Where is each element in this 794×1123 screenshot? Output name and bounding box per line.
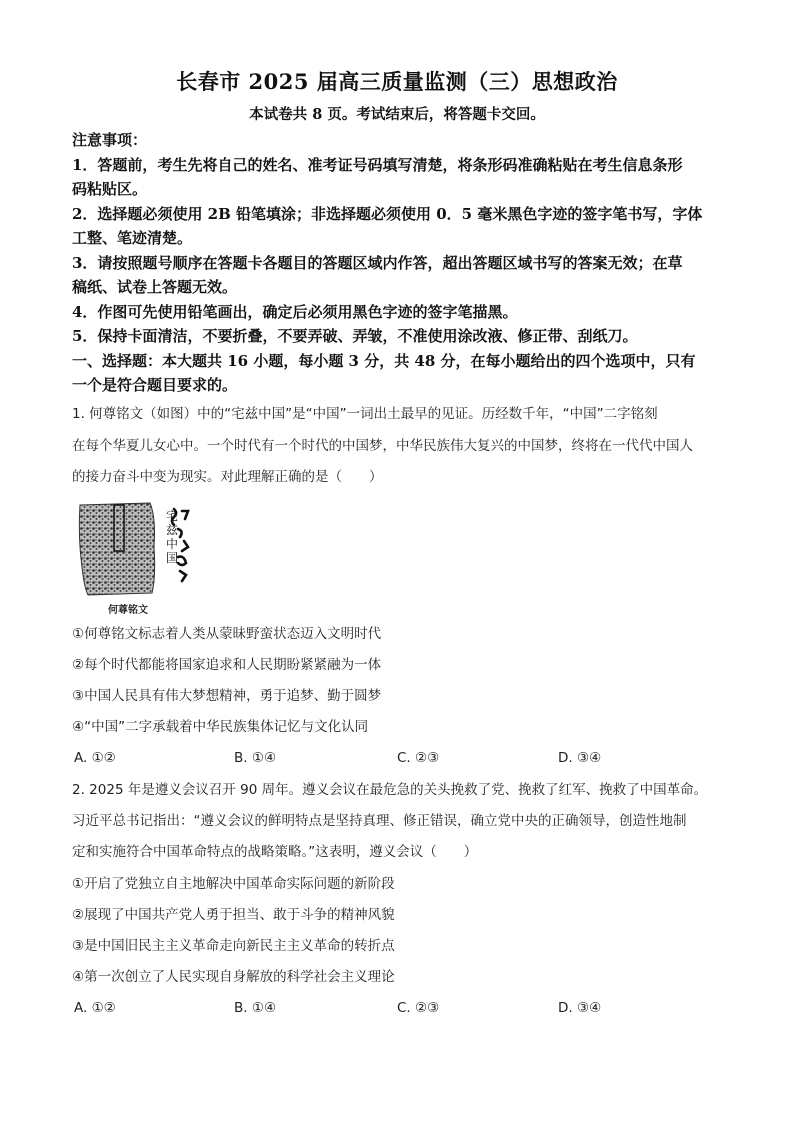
page-subtitle: 本试卷共 8 页。考试结束后，将答题卡交回。 xyxy=(249,106,545,123)
notes-line: 2．选择题必须使用 2B 铅笔填涂；非选择题必须使用 0．5 毫米黑色字迹的签字笔书写，字体 xyxy=(72,205,703,223)
notes-line: 5．保持卡面清洁，不要折叠，不要弄破、弄皱，不准使用涂改液、修正带、刮纸刀。 xyxy=(72,327,638,345)
q1-option-d: D. ③④ xyxy=(558,750,602,766)
q1-option-c: C. ②③ xyxy=(397,750,440,766)
q1-stem-line: 在每个华夏儿女心中。一个时代有一个时代的中国梦，中华民族伟大复兴的中国梦，终将在一代代中国人 xyxy=(72,438,693,454)
q2-option-a: A. ①② xyxy=(74,1000,116,1016)
notes-line: 码粘贴区。 xyxy=(72,180,148,198)
q2-stem-line: 定和实施符合中国革命特点的战略策略。”这表明，遵义会议（ ） xyxy=(72,844,478,860)
q2-option-d: D. ③④ xyxy=(558,1000,602,1016)
q1-stem-line: 的接力奋斗中变为现实。对此理解正确的是（ ） xyxy=(72,469,383,485)
notes-line: 1．答题前，考生先将自己的姓名、准考证号码填写清楚，将条形码准确粘贴在考生信息条形 xyxy=(72,156,683,174)
q1-item: ②每个时代都能将国家追求和人民期盼紧紧融为一体 xyxy=(72,657,382,673)
bronze-inscription-image xyxy=(74,497,210,601)
notes-line: 稿纸、试卷上答题无效。 xyxy=(72,278,238,296)
section-heading: 一个是符合题目要求的。 xyxy=(72,376,238,394)
page-title: 长春市 2025 届高三质量监测（三）思想政治 xyxy=(176,69,618,94)
q2-stem-line: 2. 2025 年是遵义会议召开 90 周年。遵义会议在最危急的关头挽救了党、挽救了红军、挽救了中国革命。 xyxy=(72,782,708,798)
q2-option-b: B. ①④ xyxy=(234,1000,277,1016)
q1-item: ④“中国”二字承载着中华民族集体记忆与文化认同 xyxy=(72,719,369,735)
q2-option-c: C. ②③ xyxy=(397,1000,440,1016)
section-heading: 一、选择题：本大题共 16 小题，每小题 3 分，共 48 分，在每小题给出的四个选项中，只有 xyxy=(72,352,696,370)
q1-option-a: A. ①② xyxy=(74,750,116,766)
notes-line: 4．作图可先使用铅笔画出，确定后必须用黑色字迹的签字笔描黑。 xyxy=(72,303,518,321)
q2-item: ④第一次创立了人民实现自身解放的科学社会主义理论 xyxy=(72,969,395,985)
q1-option-b: B. ①④ xyxy=(234,750,277,766)
notes-line: 3．请按照题号顺序在答题卡各题目的答题区域内作答，超出答题区域书写的答案无效；在草 xyxy=(72,254,683,272)
notes-line: 工整、笔迹清楚。 xyxy=(72,229,193,247)
q1-item: ③中国人民具有伟大梦想精神，勇于追梦、勤于圆梦 xyxy=(72,688,382,704)
q2-item: ③是中国旧民主主义革命走向新民主主义革命的转折点 xyxy=(72,938,395,954)
inscription-figure xyxy=(74,497,210,617)
notes-heading: 注意事项： xyxy=(72,131,148,149)
q2-item: ②展现了中国共产党人勇于担当、敢于斗争的精神风貌 xyxy=(72,907,395,923)
q2-stem-line: 习近平总书记指出：“遵义会议的鲜明特点是坚持真理、修正错误，确立党中央的正确领导，创造性地制 xyxy=(72,813,687,829)
q2-item: ①开启了党独立自主地解决中国革命实际问题的新阶段 xyxy=(72,876,395,892)
q1-item: ①何尊铭文标志着人类从蒙昧野蛮状态迈入文明时代 xyxy=(72,626,382,642)
figure-caption: 何尊铭文 xyxy=(108,605,148,616)
q1-stem-line: 1. 何尊铭文（如图）中的“宅兹中国”是“中国”一词出土最早的见证。历经数千年，“中国”二字铭刻 xyxy=(72,406,658,422)
inscription-modern-text: 宅兹中国 xyxy=(166,509,179,565)
